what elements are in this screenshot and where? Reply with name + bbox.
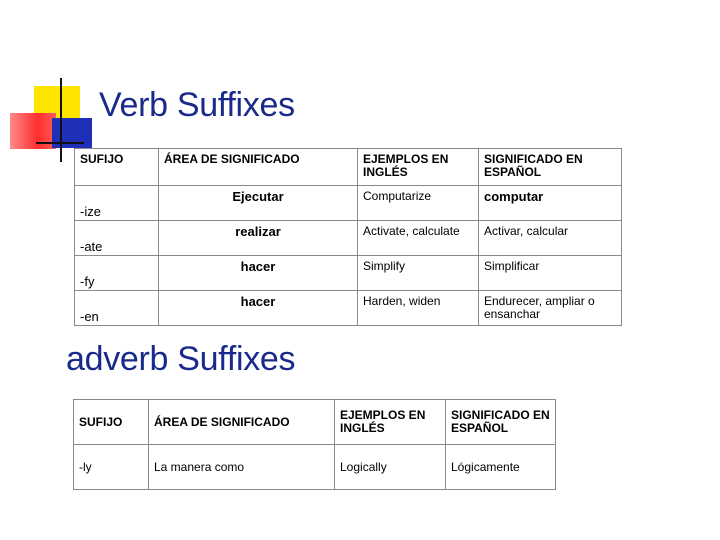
area-cell: realizar	[159, 221, 358, 256]
table-row	[75, 186, 622, 221]
table-row	[74, 445, 556, 490]
table-row	[75, 291, 622, 326]
english-example-cell: Activate, calculate	[358, 221, 479, 256]
table-header-row	[75, 149, 622, 186]
adverb-suffix-table	[73, 399, 556, 490]
english-example-cell: Harden, widen	[358, 291, 479, 326]
header-sufijo: SUFIJO	[75, 149, 159, 186]
suffix-cell: -en	[75, 291, 159, 326]
spanish-meaning-cell: Simplificar	[479, 256, 622, 291]
header-area: ÁREA DE SIGNIFICADO	[159, 149, 358, 186]
spanish-meaning-cell: Endurecer, ampliar o ensanchar	[479, 291, 622, 326]
verb-suffix-table	[74, 148, 622, 326]
spanish-meaning-cell: computar	[479, 186, 622, 221]
suffix-cell: -ize	[75, 186, 159, 221]
area-cell: hacer	[159, 291, 358, 326]
spanish-meaning-cell: Activar, calcular	[479, 221, 622, 256]
decor-horizontal-line	[36, 142, 84, 144]
table-header-row	[74, 400, 556, 445]
header-ejemplos: EJEMPLOS EN INGLÉS	[358, 149, 479, 186]
header-ejemplos: EJEMPLOS EN INGLÉS	[335, 400, 446, 445]
header-significado: SIGNIFICADO EN ESPAÑOL	[479, 149, 622, 186]
table-row	[75, 221, 622, 256]
area-cell: La manera como	[149, 445, 335, 490]
header-sufijo: SUFIJO	[74, 400, 149, 445]
area-cell: hacer	[159, 256, 358, 291]
spanish-meaning-cell: Lógicamente	[446, 445, 556, 490]
header-area: ÁREA DE SIGNIFICADO	[149, 400, 335, 445]
english-example-cell: Computarize	[358, 186, 479, 221]
header-significado: SIGNIFICADO EN ESPAÑOL	[446, 400, 556, 445]
english-example-cell: Simplify	[358, 256, 479, 291]
verb-suffixes-title: Verb Suffixes	[99, 86, 295, 124]
decor-vertical-line	[60, 78, 62, 162]
english-example-cell: Logically	[335, 445, 446, 490]
table-row	[75, 256, 622, 291]
adverb-suffixes-title: adverb Suffixes	[66, 340, 296, 378]
suffix-cell: -ate	[75, 221, 159, 256]
suffix-cell: -fy	[75, 256, 159, 291]
suffix-cell: -ly	[74, 445, 149, 490]
area-cell: Ejecutar	[159, 186, 358, 221]
